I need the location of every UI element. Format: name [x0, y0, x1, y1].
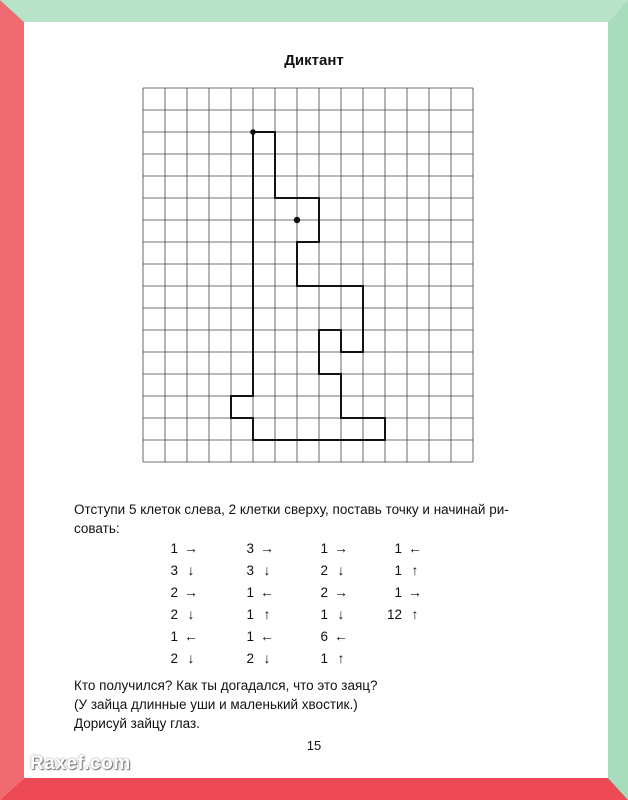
step-count: 1 [170, 628, 178, 644]
start-dot [250, 129, 256, 135]
direction-arrow-icon: ↓ [263, 562, 271, 578]
direction-arrow-icon: ↑ [411, 562, 419, 578]
step-count: 1 [246, 606, 254, 622]
dictation-step [232, 537, 280, 559]
dictation-step [306, 647, 354, 669]
footer-line-2: (У зайца длинные уши и маленький хвостик.) [74, 697, 358, 712]
step-count: 1 [394, 562, 402, 578]
dictation-step [232, 559, 280, 581]
step-count: 2 [170, 650, 178, 666]
step-count: 1 [320, 540, 328, 556]
direction-arrow-icon: ← [260, 584, 274, 600]
step-count: 3 [170, 562, 178, 578]
page-number: 15 [306, 738, 322, 753]
dictation-column [306, 537, 354, 669]
footer-line-3: Дорисуй зайцу глаз. [74, 716, 200, 731]
dictation-step [156, 647, 204, 669]
direction-arrow-icon: ↑ [411, 606, 419, 622]
footer-text [74, 676, 378, 733]
instruction-line-2: совать: [74, 521, 120, 536]
direction-arrow-icon: ← [408, 540, 422, 556]
dictation-step [156, 537, 204, 559]
direction-arrow-icon: ↓ [337, 606, 345, 622]
dictation-step [156, 559, 204, 581]
direction-arrow-icon: ↓ [187, 650, 195, 666]
direction-arrow-icon: → [184, 540, 198, 556]
direction-arrow-icon: ↑ [337, 650, 345, 666]
direction-arrow-icon: → [260, 540, 274, 556]
page-title: Диктант [284, 52, 344, 69]
dictation-column [380, 537, 428, 625]
step-count: 3 [246, 540, 254, 556]
direction-arrow-icon: → [184, 584, 198, 600]
instruction-text [74, 500, 574, 538]
dictation-step [232, 581, 280, 603]
direction-arrow-icon: → [408, 584, 422, 600]
dictation-step [380, 603, 428, 625]
step-count: 12 [386, 606, 402, 622]
watermark-text: Raxef.com [30, 753, 131, 774]
dictation-step [306, 559, 354, 581]
dictation-step [306, 581, 354, 603]
step-count: 1 [246, 628, 254, 644]
direction-arrow-icon: ← [334, 628, 348, 644]
dictation-column [232, 537, 280, 669]
instruction-line-1: Отступи 5 клеток слева, 2 клетки сверху, поставь точку и начинай ри- [74, 502, 509, 517]
step-count: 2 [320, 584, 328, 600]
dictation-step [306, 625, 354, 647]
dictation-step [306, 537, 354, 559]
step-count: 2 [246, 650, 254, 666]
dictation-step [380, 559, 428, 581]
step-count: 1 [246, 584, 254, 600]
direction-arrow-icon: ↓ [187, 562, 195, 578]
step-count: 1 [320, 650, 328, 666]
dictation-step [232, 603, 280, 625]
step-count: 2 [170, 606, 178, 622]
direction-arrow-icon: ← [260, 628, 274, 644]
dictation-step [306, 603, 354, 625]
direction-arrow-icon: ← [184, 628, 198, 644]
step-count: 3 [246, 562, 254, 578]
step-count: 1 [394, 584, 402, 600]
dictation-step [156, 581, 204, 603]
dictation-step [232, 647, 280, 669]
dictation-step [156, 603, 204, 625]
direction-arrow-icon: → [334, 540, 348, 556]
direction-arrow-icon: ↑ [263, 606, 271, 622]
step-count: 2 [320, 562, 328, 578]
dictation-step [380, 581, 428, 603]
eye-dot [294, 217, 300, 223]
direction-arrow-icon: ↓ [263, 650, 271, 666]
dictation-column [156, 537, 204, 669]
step-count: 6 [320, 628, 328, 644]
step-count: 1 [320, 606, 328, 622]
direction-arrow-icon: → [334, 584, 348, 600]
step-count: 2 [170, 584, 178, 600]
direction-arrow-icon: ↓ [337, 562, 345, 578]
direction-arrow-icon: ↓ [187, 606, 195, 622]
step-count: 1 [170, 540, 178, 556]
footer-line-1: Кто получился? Как ты догадался, что это заяц? [74, 678, 378, 693]
step-count: 1 [394, 540, 402, 556]
dictation-step [156, 625, 204, 647]
dictation-step [380, 537, 428, 559]
dictation-step [232, 625, 280, 647]
